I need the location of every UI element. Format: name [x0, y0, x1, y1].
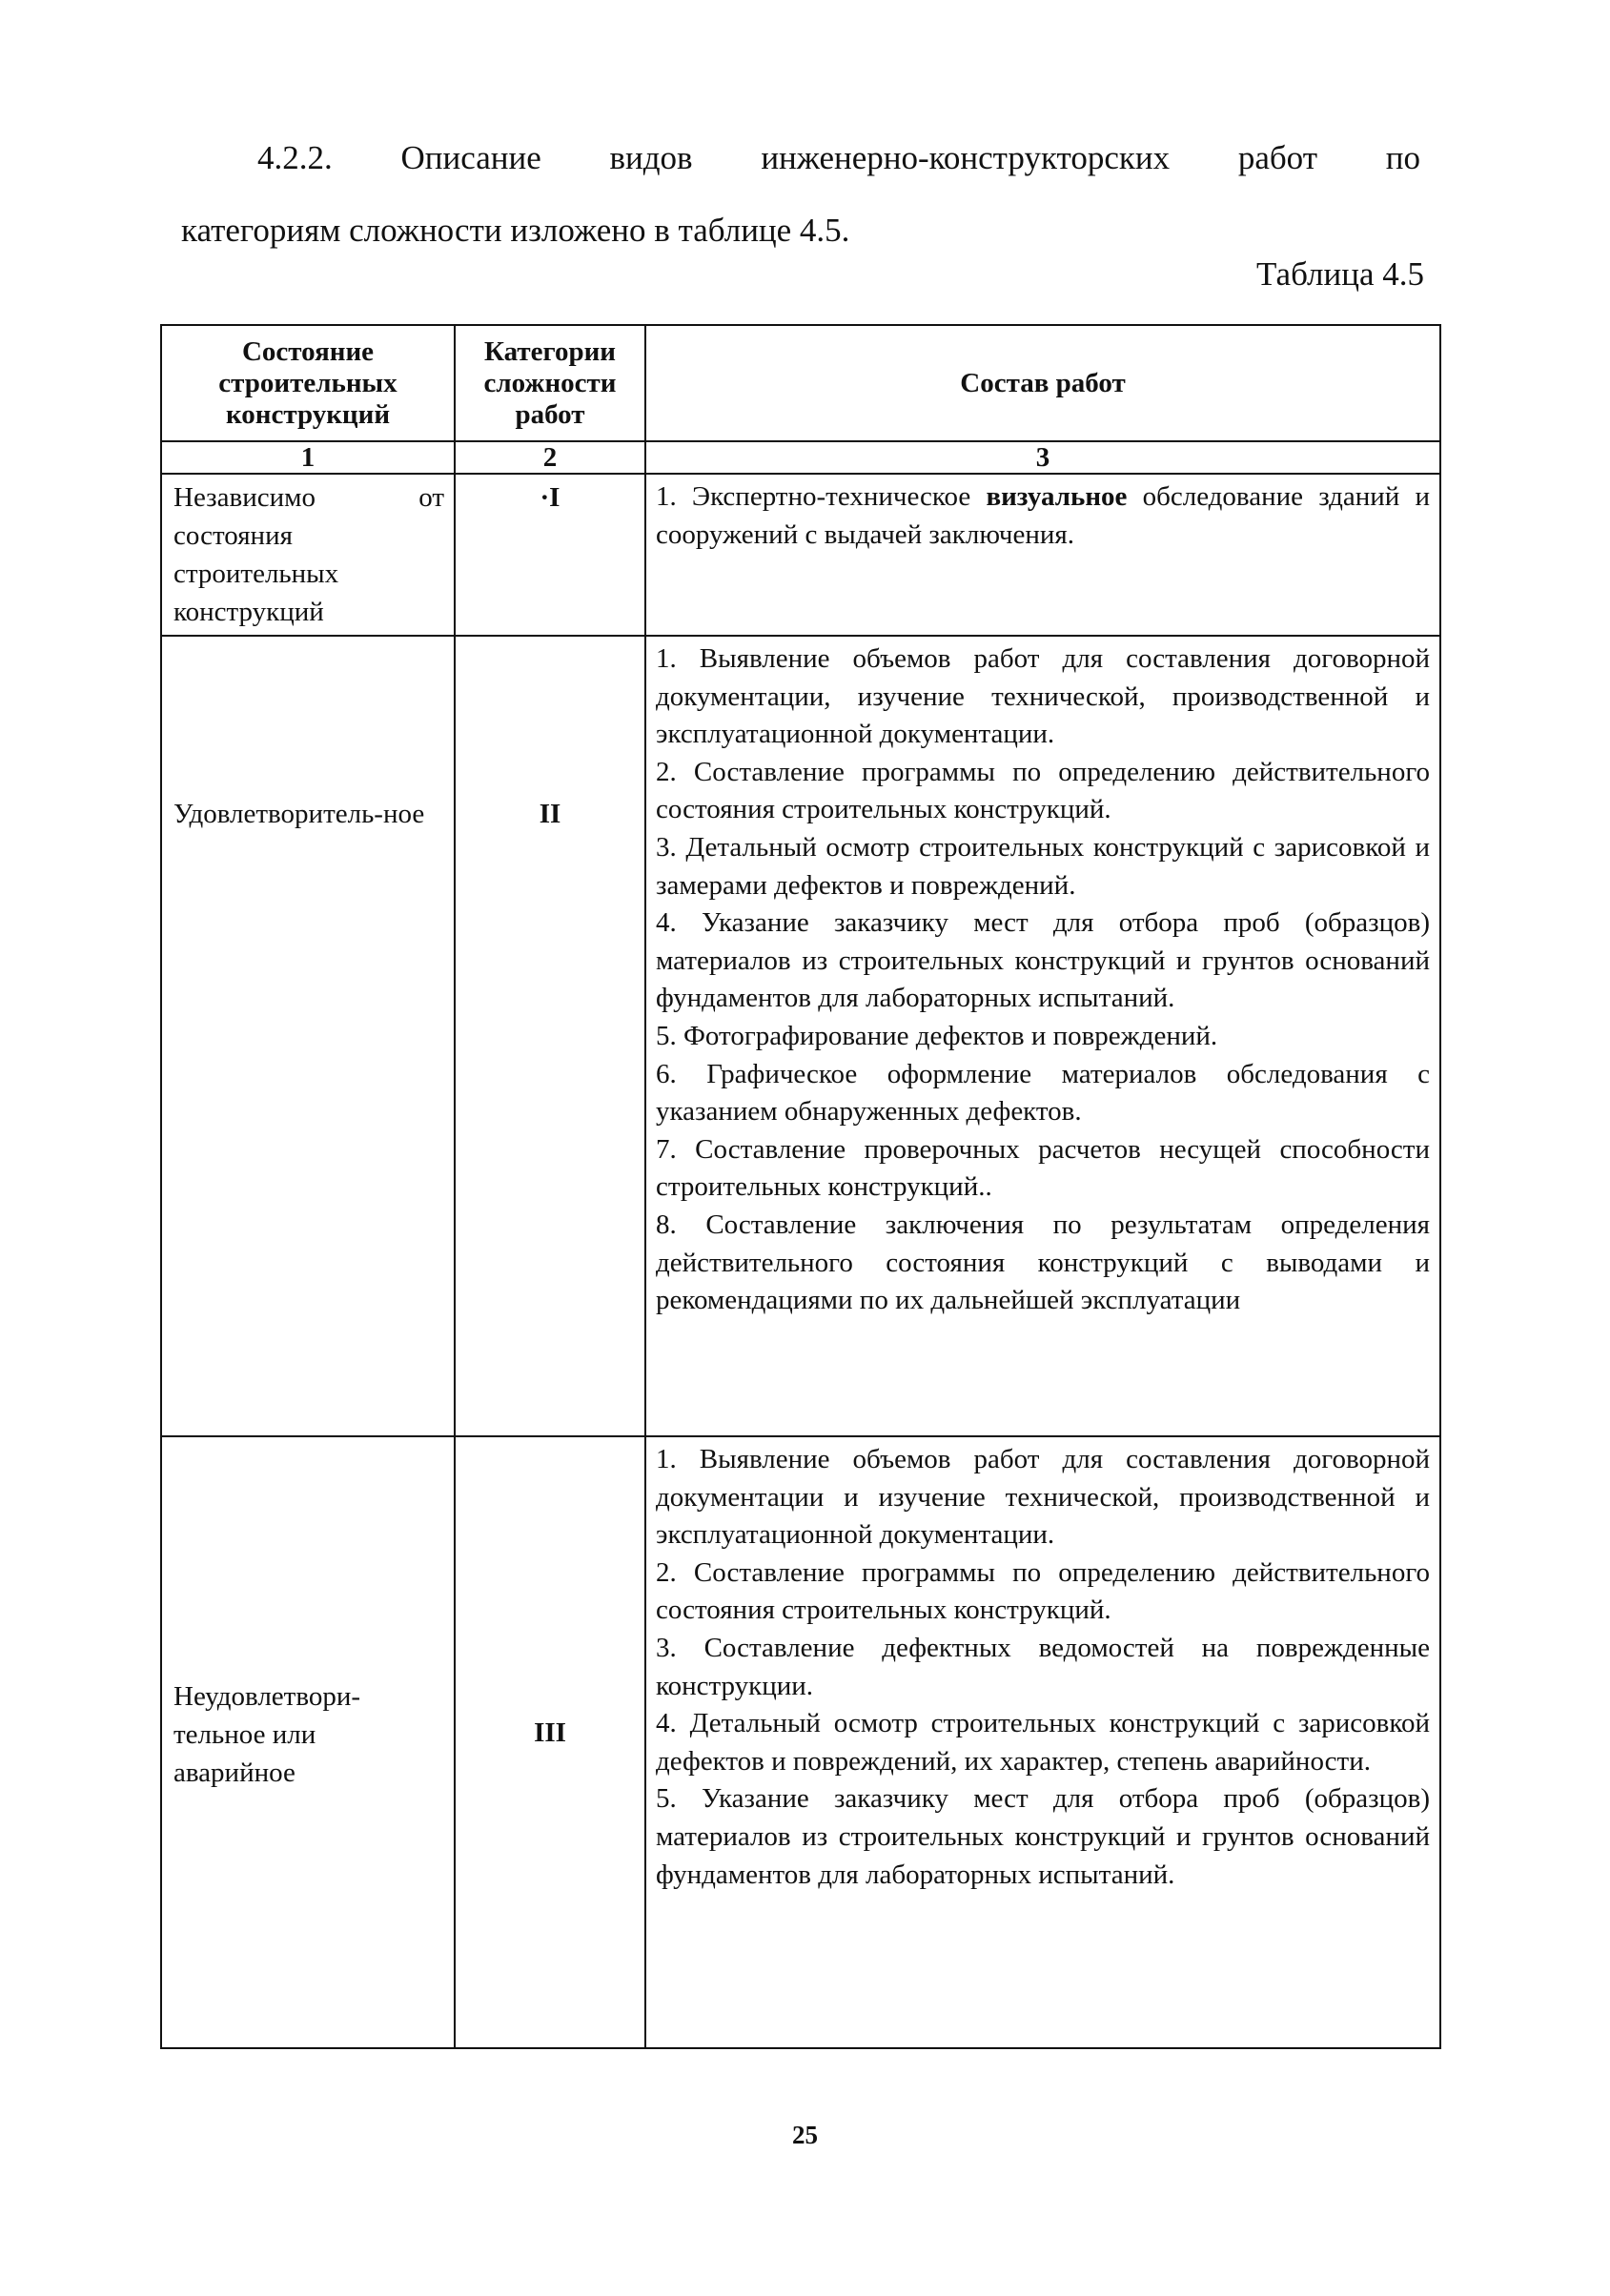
work-item: 4. Детальный осмотр строительных конструкций с зарисовкой дефектов и повреждений, их характер, степень аварийности.: [656, 1708, 1430, 1777]
table-label: Таблица 4.5: [1256, 255, 1424, 293]
category-cell: ·I: [455, 474, 645, 636]
column-number-1: 1: [161, 441, 455, 474]
state-text: Неудовлетвори-тельное или аварийное: [173, 1681, 361, 1788]
work-item: 6. Графическое оформление материалов обследования с указанием обнаруженных дефектов.: [656, 1058, 1430, 1128]
works-cell: [645, 636, 1440, 1436]
state-text-b: состояния строительных конструкций: [173, 520, 339, 627]
state-cell: [161, 1436, 455, 2048]
work-item: 1. Выявление объемов работ для составления договорной документации, изучение технической, производственной и эксплуатационной документации.: [656, 643, 1430, 750]
category-cell: [455, 636, 645, 1436]
work-item: 5. Фотографирование дефектов и повреждений.: [656, 1020, 1218, 1051]
state-cell: [161, 636, 455, 1436]
table-row: [161, 1436, 1440, 2048]
column-number-row: [161, 441, 1440, 474]
header-state: Состояние строительных конструкций: [161, 325, 455, 441]
work-item-prefix: 1. Экспертно-техническое: [656, 481, 971, 512]
category-text: II: [539, 799, 561, 829]
category-text: III: [534, 1717, 566, 1748]
category-cell: [455, 1436, 645, 2048]
works-cell: [645, 1436, 1440, 2048]
work-categories-table: [160, 324, 1441, 2049]
work-item: 4. Указание заказчику мест для отбора проб (образцов) материалов из строительных конструкций и грунтов оснований фундаментов для лабораторных испытаний.: [656, 907, 1430, 1014]
header-category: Категории сложности работ: [455, 325, 645, 441]
works-cell: [645, 474, 1440, 636]
column-number-3: 3: [645, 441, 1440, 474]
intro-paragraph: [181, 122, 1420, 267]
table-header-row: [161, 325, 1440, 441]
table-row: [161, 474, 1440, 636]
work-item: 7. Составление проверочных расчетов несущей способности строительных конструкций..: [656, 1133, 1430, 1203]
work-item-suffix: обследование зданий и сооружений с выдачей заключения.: [656, 481, 1431, 550]
work-item: 2. Составление программы по определению действительного состояния строительных конструкций.: [656, 756, 1430, 825]
table-row: [161, 636, 1440, 1436]
work-item: 3. Составление дефектных ведомостей на поврежденные конструкции.: [656, 1632, 1430, 1701]
state-text: Удовлетворитель-ное: [173, 799, 425, 829]
intro-line-1: 4.2.2. Описание видов инженерно-конструкторских работ по: [257, 139, 1420, 176]
state-cell: [161, 474, 455, 636]
header-works: Состав работ: [645, 325, 1440, 441]
work-item: 3. Детальный осмотр строительных конструкций с зарисовкой и замерами дефектов и повреждений.: [656, 831, 1430, 901]
page-number: 25: [792, 2121, 818, 2149]
state-text-a: Независимо от: [173, 482, 444, 513]
intro-line-2: категориям сложности изложено в таблице 4.5.: [181, 212, 850, 249]
work-item: 8. Составление заключения по результатам определения действительного состояния конструкций с выводами и рекомендациями по их дальнейшей эксплуатации: [656, 1209, 1430, 1316]
work-item: 5. Указание заказчику мест для отбора проб (образцов) материалов из строительных конструкций и грунтов оснований фундаментов для лабораторных испытаний.: [656, 1783, 1430, 1890]
column-number-2: 2: [455, 441, 645, 474]
work-item: 2. Составление программы по определению действительного состояния строительных конструкций.: [656, 1556, 1430, 1626]
work-item: 1. Выявление объемов работ для составления договорной документации и изучение технической, производственной и эксплуатационной документации.: [656, 1444, 1430, 1551]
work-item-emphasis: визуальное: [986, 481, 1128, 512]
